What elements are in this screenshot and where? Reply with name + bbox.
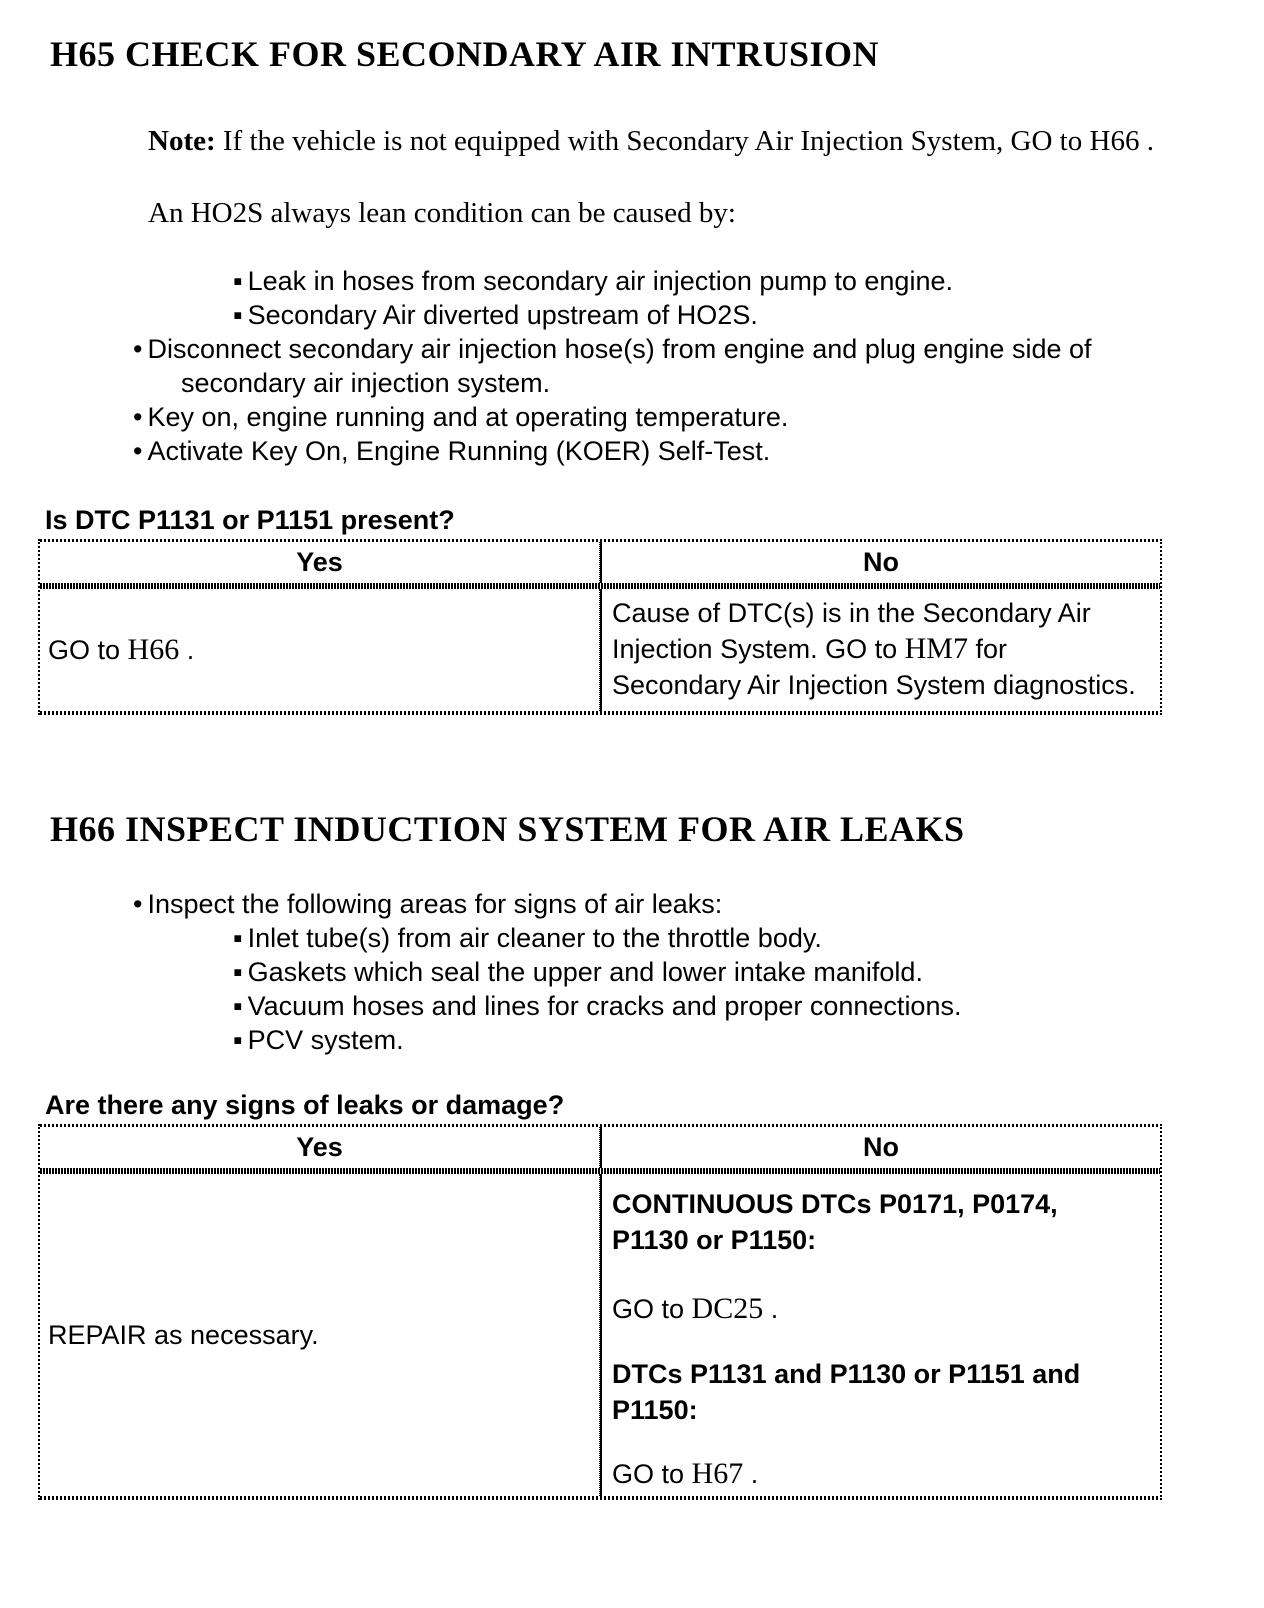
list-item bbox=[233, 989, 1264, 1023]
round-bullet-icon: • bbox=[133, 334, 143, 364]
note-paragraph bbox=[148, 119, 1228, 163]
no-cell bbox=[600, 1174, 1160, 1496]
list-item bbox=[233, 298, 1264, 332]
yes-cell-text: REPAIR as necessary. bbox=[48, 1320, 319, 1350]
list-item-text: Inlet tube(s) from air cleaner to the throttle body. bbox=[247, 923, 822, 953]
list-item bbox=[233, 1023, 1264, 1057]
square-bullet-icon: ▪ bbox=[233, 266, 243, 296]
no-cell-text: for Secondary Air Injection System diagnostics. bbox=[612, 634, 1136, 700]
go-to-line bbox=[612, 1291, 1140, 1327]
round-bullet-icon: • bbox=[133, 889, 143, 919]
h65-decision-table bbox=[38, 539, 1162, 715]
h65-section-heading: H65 CHECK FOR SECONDARY AIR INTRUSION bbox=[50, 34, 879, 74]
h65-question: Is DTC P1131 or P1151 present? bbox=[45, 505, 455, 535]
list-item-text: Key on, engine running and at operating temperature. bbox=[147, 402, 789, 432]
period-text: . bbox=[179, 635, 195, 665]
note-text: If the vehicle is not equipped with Secondary Air Injection System, GO to bbox=[215, 125, 1090, 157]
round-bullet-icon: • bbox=[133, 436, 143, 466]
list-item bbox=[233, 955, 1264, 989]
steps-list bbox=[0, 332, 1264, 468]
list-item bbox=[133, 332, 1166, 400]
list-item bbox=[233, 264, 1264, 298]
note-label: Note: bbox=[148, 125, 216, 157]
list-item-text: Inspect the following areas for signs of air leaks: bbox=[147, 889, 723, 919]
no-column-header: No bbox=[600, 1127, 1160, 1168]
table-border-bottom bbox=[40, 711, 1160, 715]
list-item bbox=[133, 434, 1166, 468]
list-item-text: Secondary Air diverted upstream of HO2S. bbox=[247, 300, 758, 330]
yes-cell bbox=[40, 589, 600, 711]
note-period: . bbox=[1139, 125, 1154, 157]
go-to-text: GO to bbox=[612, 1459, 692, 1489]
h66-decision-table bbox=[38, 1124, 1162, 1500]
link-dc25[interactable]: DC25 bbox=[691, 1292, 764, 1325]
list-item-text: Activate Key On, Engine Running (KOER) Self-Test. bbox=[147, 436, 771, 466]
period-text: . bbox=[763, 1294, 779, 1324]
h66-question: Are there any signs of leaks or damage? bbox=[45, 1090, 565, 1120]
list-item bbox=[133, 887, 1166, 921]
list-item bbox=[233, 921, 1264, 955]
areas-list bbox=[0, 921, 1264, 1057]
round-bullet-icon: • bbox=[133, 402, 143, 432]
intro-paragraph: An HO2S always lean condition can be caused by: bbox=[148, 197, 736, 229]
no-cell-text: Cause of DTC(s) is in the Secondary Air Injection System. GO to bbox=[612, 598, 1091, 664]
link-h66-note[interactable]: H66 bbox=[1089, 125, 1140, 157]
yes-cell-text bbox=[48, 632, 194, 668]
table-body-row bbox=[40, 1174, 1160, 1496]
table-body-row bbox=[40, 589, 1160, 711]
list-item-text: Gaskets which seal the upper and lower intake manifold. bbox=[247, 957, 923, 987]
dtc-heading: DTCs P1131 and P1130 or P1151 and P1150: bbox=[612, 1359, 1081, 1425]
go-to-text: GO to bbox=[612, 1294, 692, 1324]
inspect-list bbox=[0, 887, 1264, 921]
link-h66[interactable]: H66 bbox=[127, 633, 180, 666]
document-page bbox=[0, 34, 1264, 1500]
square-bullet-icon: ▪ bbox=[233, 1025, 243, 1055]
list-item-text: Disconnect secondary air injection hose(s) from engine and plug engine side of secondary air injection system. bbox=[147, 334, 1092, 398]
table-header-row bbox=[40, 1127, 1160, 1168]
list-item-text: Leak in hoses from secondary air injection pump to engine. bbox=[247, 266, 953, 296]
go-to-text: GO to bbox=[48, 635, 128, 665]
link-h67[interactable]: H67 bbox=[691, 1457, 744, 1490]
list-item-text: PCV system. bbox=[247, 1025, 404, 1055]
period-text: . bbox=[743, 1459, 759, 1489]
no-cell bbox=[600, 589, 1160, 711]
square-bullet-icon: ▪ bbox=[233, 300, 243, 330]
link-hm7[interactable]: HM7 bbox=[904, 632, 968, 665]
list-item-text: Vacuum hoses and lines for cracks and proper connections. bbox=[247, 991, 962, 1021]
yes-cell bbox=[40, 1174, 600, 1496]
h66-section-heading: H66 INSPECT INDUCTION SYSTEM FOR AIR LEAKS bbox=[50, 809, 965, 849]
dtc-heading: CONTINUOUS DTCs P0171, P0174, P1130 or P1150: bbox=[612, 1189, 1058, 1255]
table-border-bottom bbox=[40, 1496, 1160, 1500]
table-header-row bbox=[40, 542, 1160, 583]
square-bullet-icon: ▪ bbox=[233, 957, 243, 987]
list-item bbox=[133, 400, 1166, 434]
square-bullet-icon: ▪ bbox=[233, 923, 243, 953]
yes-column-header: Yes bbox=[40, 1127, 600, 1168]
no-column-header: No bbox=[600, 542, 1160, 583]
yes-column-header: Yes bbox=[40, 542, 600, 583]
square-bullet-icon: ▪ bbox=[233, 991, 243, 1021]
note-ref-group bbox=[1090, 125, 1154, 157]
causes-list bbox=[0, 264, 1264, 332]
go-to-line bbox=[612, 1456, 1140, 1492]
